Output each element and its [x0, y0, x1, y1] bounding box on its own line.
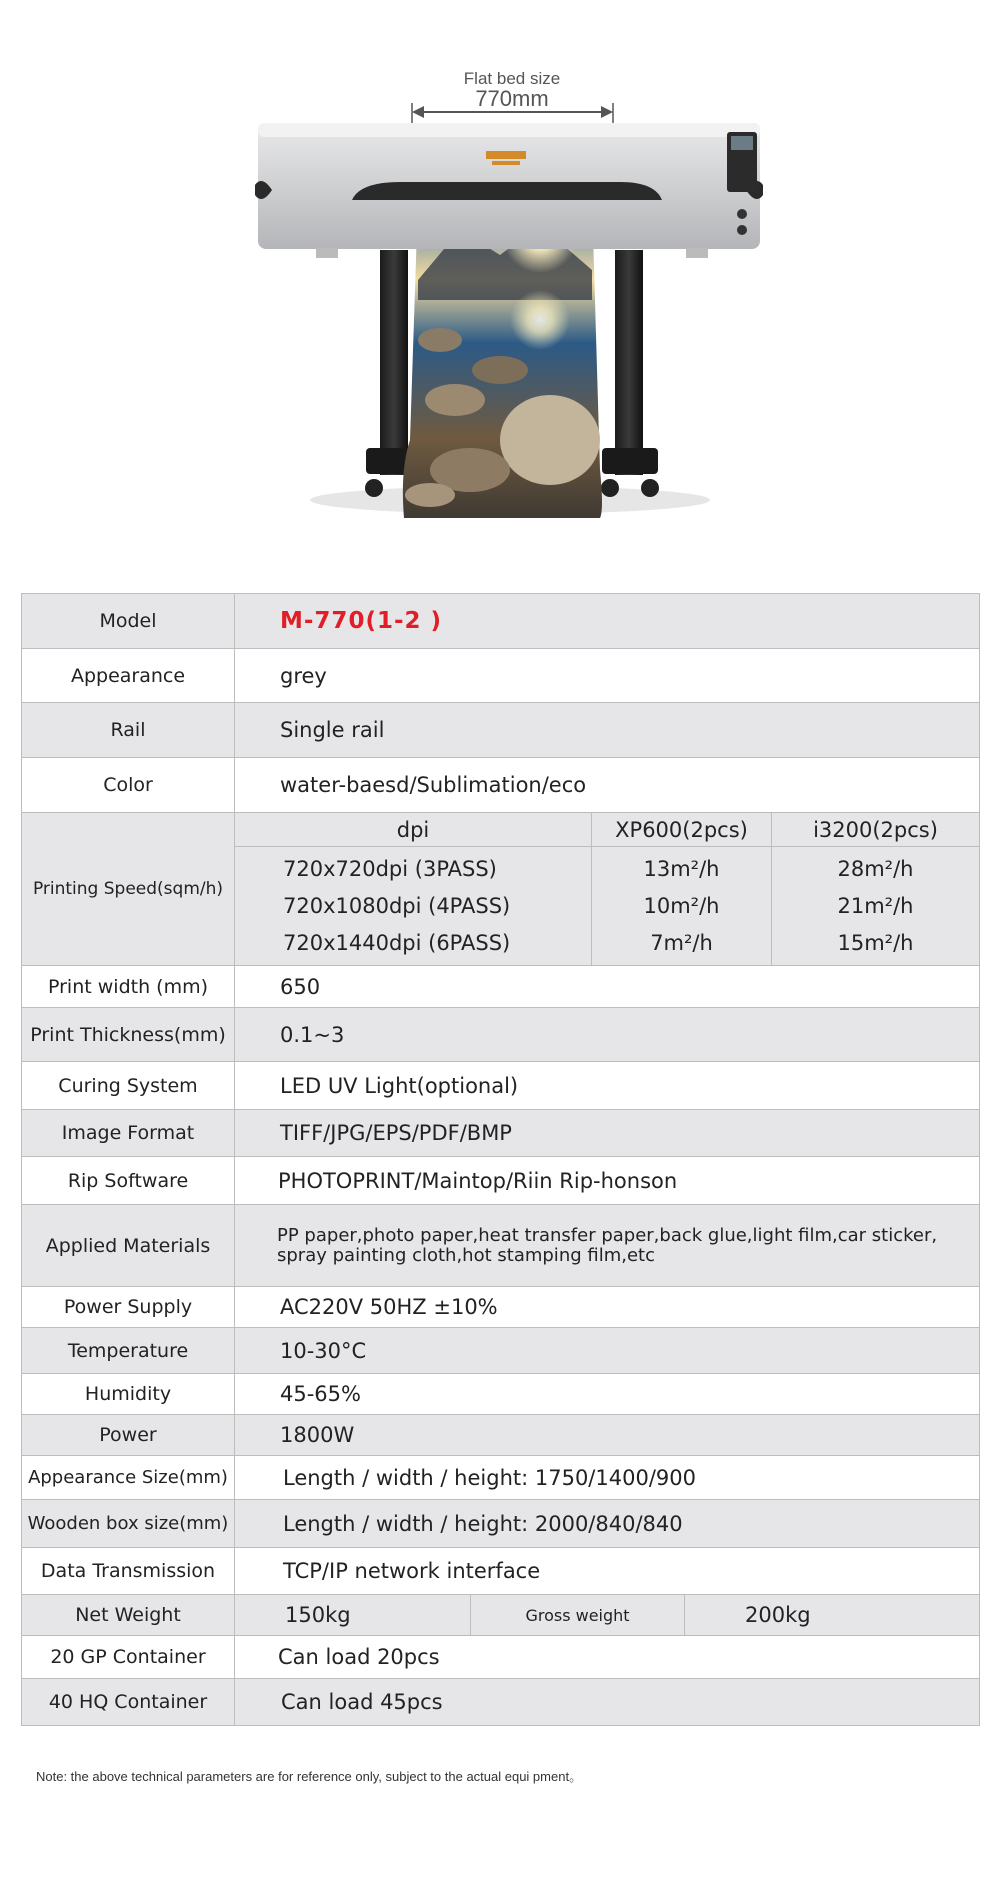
gross-weight-label: Gross weight	[471, 1595, 685, 1635]
model-value: M-770(1-2 )	[280, 608, 443, 634]
speed-xp600-cell: 13m²/h	[643, 857, 720, 882]
spec-label: Data Transmission	[22, 1548, 235, 1594]
spec-label: Power	[22, 1415, 235, 1455]
printing-speed-table	[235, 813, 979, 965]
right-leg	[615, 250, 643, 475]
spec-row-temperature	[22, 1328, 979, 1374]
spec-value: 10-30°C	[280, 1338, 367, 1363]
spec-row-printing-speed	[22, 813, 979, 966]
spec-value: Can load 45pcs	[281, 1690, 443, 1714]
spec-row-rip-software	[22, 1157, 979, 1205]
spec-row-print-thickness	[22, 1008, 979, 1062]
spec-label: Net Weight	[22, 1595, 235, 1635]
spec-label: Image Format	[22, 1110, 235, 1156]
spec-value: 650	[280, 974, 321, 999]
spec-label: Curing System	[22, 1062, 235, 1109]
spec-label: Power Supply	[22, 1287, 235, 1327]
spec-row-wooden-box-size	[22, 1500, 979, 1548]
spec-label: Rip Software	[22, 1157, 235, 1204]
spec-label: 40 HQ Container	[22, 1679, 235, 1725]
footnote: Note: the above technical parameters are for reference only, subject to the actual equi pment。	[36, 1769, 583, 1784]
spec-row-curing-system	[22, 1062, 979, 1110]
flat-bed-size-value: 770mm	[475, 86, 549, 111]
spec-label: Appearance	[22, 649, 235, 702]
speed-i3200-cell: 15m²/h	[837, 930, 914, 955]
spec-label: Print width (mm)	[22, 966, 235, 1007]
flat-bed-size-caption: Flat bed size	[463, 69, 561, 88]
spec-row-data-transmission	[22, 1548, 979, 1595]
spec-row-applied-materials	[22, 1205, 979, 1287]
speed-xp600-cell: 7m²/h	[650, 930, 713, 955]
spec-value: Length / width / height: 2000/840/840	[283, 1511, 683, 1536]
net-weight-value: 150kg	[235, 1595, 471, 1635]
spec-row-color	[22, 758, 979, 813]
spec-label: Print Thickness(mm)	[22, 1008, 235, 1061]
speed-header-xp600: XP600(2pcs)	[592, 813, 772, 846]
speed-i3200-cell: 28m²/h	[837, 857, 914, 882]
spec-row-model	[22, 594, 979, 649]
spec-value: AC220V 50HZ ±10%	[280, 1295, 498, 1319]
speed-xp600-cell: 10m²/h	[643, 893, 720, 918]
spec-label: Humidity	[22, 1374, 235, 1414]
spec-label: Color	[22, 758, 235, 812]
spec-value: PP paper,photo paper,heat transfer paper,back glue,light film,car sticker, spray painting cloth,hot stamping film,etc	[277, 1224, 938, 1266]
spec-value: Length / width / height: 1750/1400/900	[283, 1465, 696, 1490]
speed-i3200-cell: 21m²/h	[837, 893, 914, 918]
speed-dpi-cell: 720x1080dpi (4PASS)	[283, 893, 511, 918]
spec-row-appearance	[22, 649, 979, 703]
spec-value: LED UV Light(optional)	[280, 1073, 519, 1098]
spec-value: water-baesd/Sublimation/eco	[280, 773, 587, 797]
spec-value: Single rail	[280, 718, 385, 742]
spec-row-appearance-size	[22, 1456, 979, 1500]
spec-label: Printing Speed(sqm/h)	[22, 813, 235, 965]
spec-label: Temperature	[22, 1328, 235, 1373]
spec-value: TIFF/JPG/EPS/PDF/BMP	[280, 1121, 512, 1145]
spec-table	[21, 593, 980, 1726]
spec-value: Can load 20pcs	[278, 1645, 440, 1669]
spec-row-power-supply	[22, 1287, 979, 1328]
spec-row-humidity	[22, 1374, 979, 1415]
speed-dpi-cell: 720x1440dpi (6PASS)	[283, 930, 511, 955]
spec-label: Wooden box size(mm)	[22, 1500, 235, 1547]
spec-value: grey	[280, 663, 327, 688]
spec-row-print-width	[22, 966, 979, 1008]
spec-row-40hq-container	[22, 1679, 979, 1726]
spec-row-power	[22, 1415, 979, 1456]
spec-label: Rail	[22, 703, 235, 757]
spec-value: 45-65%	[280, 1382, 361, 1406]
product-hero	[0, 0, 1000, 560]
spec-value: PHOTOPRINT/Maintop/Riin Rip-honson	[278, 1168, 678, 1193]
spec-label: Model	[22, 594, 235, 648]
spec-row-20gp-container	[22, 1636, 979, 1679]
spec-value: 1800W	[280, 1423, 355, 1447]
spec-value: TCP/IP network interface	[283, 1559, 541, 1583]
spec-row-rail	[22, 703, 979, 758]
spec-label: Applied Materials	[22, 1205, 235, 1286]
left-leg	[380, 250, 408, 475]
spec-label: 20 GP Container	[22, 1636, 235, 1678]
spec-row-image-format	[22, 1110, 979, 1157]
speed-header-i3200: i3200(2pcs)	[813, 817, 938, 842]
speed-header-dpi: dpi	[235, 813, 592, 846]
speed-dpi-cell: 720x720dpi (3PASS)	[283, 857, 497, 882]
spec-value: 0.1~3	[280, 1022, 345, 1047]
spec-label: Appearance Size(mm)	[22, 1456, 235, 1499]
gross-weight-value: 200kg	[745, 1603, 811, 1627]
spec-row-net-weight	[22, 1595, 979, 1636]
